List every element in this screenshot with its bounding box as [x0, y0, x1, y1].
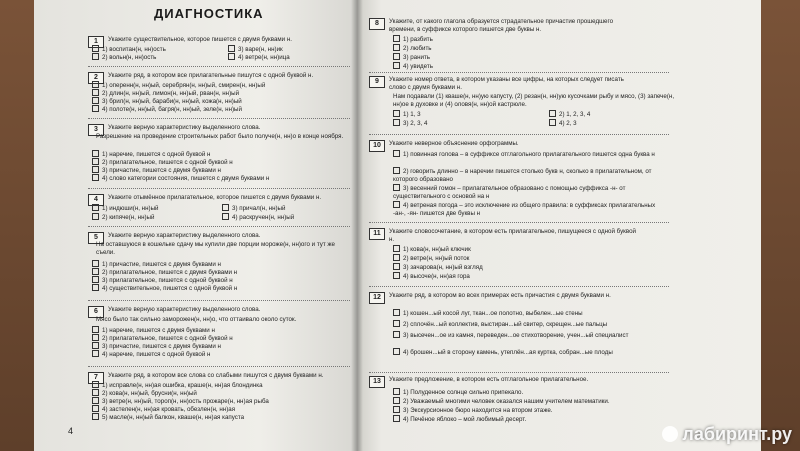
answer-option[interactable]: 3) причал(н, нн)ый [222, 204, 285, 213]
task-3 [88, 124, 350, 186]
answer-option[interactable]: 1) индюши(н, нн)ый [92, 204, 158, 213]
checkbox-icon[interactable] [222, 204, 229, 211]
checkbox-icon[interactable] [393, 119, 400, 126]
checkbox-icon[interactable] [92, 158, 99, 165]
divider [369, 72, 669, 73]
answer-option[interactable]: 4) наречие, пишется с одной буквой н [92, 350, 210, 359]
task-question: Укажите неверное объяснение орфограммы. [389, 140, 519, 147]
answer-option[interactable]: 4) высоче(н, нн)ая гора [393, 272, 470, 281]
checkbox-icon[interactable] [393, 184, 400, 191]
page-heading: ДИАГНОСТИКА [154, 6, 264, 21]
checkbox-icon[interactable] [393, 53, 400, 60]
answer-option[interactable]: 2) прилагательное, пишется с одной буквой н [92, 158, 233, 167]
checkbox-icon[interactable] [393, 35, 400, 42]
checkbox-icon[interactable] [393, 245, 400, 252]
checkbox-icon[interactable] [393, 415, 400, 422]
divider [369, 134, 669, 135]
checkbox-icon[interactable] [393, 397, 400, 404]
answer-option[interactable]: 1) 1, 3 [393, 110, 421, 119]
answer-option[interactable]: 1) повинная голова – в суффиксе отглагольного прилагательного пишется одна буква н [393, 150, 663, 159]
answer-option[interactable]: 2) прилагательное, пишется с одной буквой н [92, 334, 233, 343]
answer-option[interactable]: 2) вольн(н, нн)ость [92, 53, 156, 62]
checkbox-icon[interactable] [92, 413, 99, 420]
task-12 [369, 292, 679, 370]
answer-option[interactable]: 4) слово категории состояния, пишется с двумя буквами н [92, 174, 269, 183]
task-sentence: Разрешение на проведение строительных работ было получе(н, нн)о в конце ноября. [96, 133, 344, 140]
task-question: Укажите предложение, в котором есть отглагольное прилагательное. [389, 376, 589, 383]
task-question: Укажите ряд, в котором во всех примерах есть причастия с двумя буквами н. [389, 292, 611, 299]
checkbox-icon[interactable] [92, 97, 99, 104]
task-number: 11 [369, 228, 385, 240]
answer-option[interactable]: 1) наречие, пишется с двумя буквами н [92, 326, 215, 335]
checkbox-icon[interactable] [92, 326, 99, 333]
checkbox-icon[interactable] [92, 284, 99, 291]
task-number: 8 [369, 18, 385, 30]
answer-option[interactable]: 2) ветре(н, нн)ый поток [393, 254, 469, 263]
answer-option[interactable]: 1) наречие, пишется с одной буквой н [92, 150, 210, 159]
task-number: 7 [88, 372, 104, 384]
checkbox-icon[interactable] [393, 348, 400, 355]
checkbox-icon[interactable] [393, 62, 400, 69]
task-sentence: На оставшуюся в кошельке сдачу мы купили две порции мороже(н, нн)ого и тут же съели. [96, 241, 335, 256]
answer-option[interactable]: 4) полоте(н, нн)ый, багря(н, нн)ый, зеле(н, нн)ый [92, 105, 242, 114]
task-11 [369, 228, 679, 284]
answer-option[interactable]: 1) исправле(н, нн)ая ошибка, краше(н, нн)ая блондинка [92, 381, 263, 390]
answer-option[interactable]: 4) существительное, пишется с одной буквой н [92, 284, 237, 293]
task-5 [88, 232, 350, 300]
answer-option[interactable]: 3) весенний гомон – прилагательное образовано с помощью суффикса -н- от существительного с основой на н [393, 185, 626, 200]
left-page [34, 0, 357, 451]
task-4 [88, 194, 350, 224]
checkbox-icon[interactable] [92, 150, 99, 157]
task-number: 13 [369, 376, 385, 388]
answer-option[interactable]: 1) причастие, пишется с двумя буквами н [92, 260, 221, 269]
checkbox-icon[interactable] [92, 342, 99, 349]
checkbox-icon[interactable] [393, 167, 400, 174]
checkbox-icon[interactable] [393, 331, 400, 338]
task-sentence: Нам подавали (1) кваше(н, нн)ую капусту, (2) резан(н, нн)ую кусочками рыбу и мясо, (3) запече(н, нн)ое в духовке и (4) оловя(н, нн)ой кастрюле. [393, 93, 675, 108]
checkbox-icon[interactable] [393, 201, 400, 208]
answer-option[interactable]: 3) причастие, пишется с двумя буквами н [92, 166, 221, 175]
answer-option[interactable]: 2) кипяче(н, нн)ый [92, 213, 154, 222]
divider [369, 286, 669, 287]
task-8 [369, 18, 679, 72]
answer-option[interactable]: 1) оперенн(н, нн)ый, серебрян(н, нн)ый, смирен(н, нн)ый [92, 81, 265, 90]
checkbox-icon[interactable] [228, 53, 235, 60]
answer-option[interactable]: 4) застелен(н, нн)ая кровать, обезлен(н, нн)ая [92, 405, 235, 414]
task-1 [88, 36, 348, 66]
task-number: 1 [88, 36, 104, 48]
task-question: Укажите словосочетание, в котором есть прилагательное, пишущееся с одной буквой н. [389, 228, 636, 243]
task-question: Укажите верную характеристику выделенного слова. [108, 306, 261, 313]
checkbox-icon[interactable] [393, 309, 400, 316]
checkbox-icon[interactable] [92, 260, 99, 267]
divider [369, 372, 669, 373]
task-number: 9 [369, 76, 385, 88]
divider [88, 366, 350, 367]
watermark: лабиринт.ру [662, 424, 792, 445]
answer-option[interactable]: 1) разбить [393, 35, 433, 44]
right-page [357, 0, 761, 451]
checkbox-icon[interactable] [92, 397, 99, 404]
answer-option[interactable]: 2) говорить длинно – в наречии пишется столько букв н, сколько в прилагательном, от которого образовано [393, 168, 652, 183]
checkbox-icon[interactable] [393, 254, 400, 261]
answer-option[interactable]: 3) Экскурсионное бюро находится на втором этаже. [393, 406, 553, 415]
answer-option[interactable]: 1) Полуденное солнце сильно припекало. [393, 388, 523, 397]
checkbox-icon[interactable] [92, 405, 99, 412]
page-number: 4 [68, 426, 74, 436]
task-sentence: Мясо было так сильно заморожен(н, нн)о, что оттаивало около суток. [96, 316, 297, 323]
answer-option[interactable]: 3) зачарова(н, нн)ый взгляд [393, 263, 483, 272]
task-number: 2 [88, 72, 104, 84]
answer-option[interactable]: 3) 2, 3, 4 [393, 119, 427, 128]
checkbox-icon[interactable] [393, 263, 400, 270]
book-spine [351, 0, 363, 451]
task-question: Укажите, от какого глагола образуется страдательное причастие прошедшего времени, в суффиксе которого пишется две буквы н. [389, 18, 614, 33]
answer-option[interactable]: 2) кова(н, нн)ый, брусни(н, нн)ый [92, 389, 197, 398]
answer-option[interactable]: 4) раскручен(н, нн)ый [222, 213, 294, 222]
task-question: Укажите номер ответа, в котором указаны все цифры, на которых следует писать слово с двумя буквами н. [389, 76, 624, 91]
checkbox-icon[interactable] [228, 45, 235, 52]
answer-option[interactable]: 3) варе(н, нн)ик [228, 45, 283, 54]
answer-option[interactable]: 3) ранить [393, 53, 430, 62]
answer-option[interactable]: 2) прилагательное, пишется с двумя буквами н [92, 268, 237, 277]
answer-option[interactable]: 4) ветре(н, нн)ица [228, 53, 290, 62]
checkbox-icon[interactable] [393, 272, 400, 279]
checkbox-icon[interactable] [92, 213, 99, 220]
checkbox-icon[interactable] [92, 105, 99, 112]
task-question: Укажите ряд, в котором все прилагательные пишутся с одной буквой н. [108, 72, 314, 79]
answer-option[interactable]: 3) причастие, пишется с двумя буквами н [92, 342, 221, 351]
divider [88, 300, 350, 301]
answer-option[interactable]: 2) длин(н, нн)ый, лимон(н, нн)ый, рван(н, нн)ый [92, 89, 239, 98]
task-9 [369, 76, 679, 134]
divider [369, 222, 669, 223]
answer-option[interactable]: 4) Печёное яблоко – мой любимый десерт. [393, 415, 526, 424]
answer-option[interactable]: 3) высечен...ое из камня, переведен...ое стихотворение, учен...ый специалист [393, 331, 663, 340]
checkbox-icon[interactable] [549, 119, 556, 126]
task-6 [88, 306, 350, 368]
divider [88, 226, 350, 227]
task-question: Укажите отымённое прилагательное, которое пишется с двумя буквами н. [108, 194, 322, 201]
answer-option[interactable]: 5) масле(н, нн)ый балкон, кваше(н, нн)ая капуста [92, 413, 244, 422]
answer-option[interactable]: 1) кова(н, нн)ый ключик [393, 245, 471, 254]
checkbox-icon[interactable] [92, 204, 99, 211]
checkbox-icon[interactable] [92, 334, 99, 341]
checkbox-icon[interactable] [92, 381, 99, 388]
checkbox-icon[interactable] [92, 45, 99, 52]
checkbox-icon[interactable] [92, 53, 99, 60]
checkbox-icon[interactable] [92, 268, 99, 275]
answer-option[interactable]: 4) брошен...ый в сторону камень, утеплён...ая куртка, собран...ые плоды [393, 348, 663, 357]
checkbox-icon[interactable] [393, 44, 400, 51]
task-question: Укажите верную характеристику выделенного слова. [108, 124, 261, 131]
checkbox-icon[interactable] [92, 350, 99, 357]
task-number: 5 [88, 232, 104, 244]
task-number: 6 [88, 306, 104, 318]
answer-option[interactable]: 4) увидеть [393, 62, 433, 71]
answer-option[interactable]: 4) ветреная погода – это исключение из общего правила: в суффиксах прилагательных -ан-, -ян- пишется две буквы н [393, 202, 656, 217]
checkbox-icon[interactable] [393, 388, 400, 395]
answer-option[interactable]: 4) 2, 3 [549, 119, 577, 128]
task-question: Укажите ряд, в котором все слова со слабыми пишутся с двумя буквами н. [108, 372, 324, 379]
task-number: 12 [369, 292, 385, 304]
checkbox-icon[interactable] [92, 276, 99, 283]
divider [88, 66, 350, 67]
task-question: Укажите верную характеристику выделенного слова. [108, 232, 261, 239]
checkbox-icon[interactable] [393, 150, 400, 157]
answer-option[interactable]: 3) брил(н, нн)ый, бараби(н, нн)ый, кожа(н, нн)ый [92, 97, 242, 106]
task-number: 3 [88, 124, 104, 136]
checkbox-icon[interactable] [549, 110, 556, 117]
answer-option[interactable]: 1) воспитан(н, нн)ость [92, 45, 166, 54]
checkbox-icon[interactable] [92, 166, 99, 173]
checkbox-icon[interactable] [92, 89, 99, 96]
checkbox-icon[interactable] [222, 213, 229, 220]
divider [88, 188, 350, 189]
checkbox-icon[interactable] [393, 110, 400, 117]
labirint-logo-icon [662, 426, 678, 442]
task-13 [369, 376, 679, 436]
task-number: 4 [88, 194, 104, 206]
task-question: Укажите существительное, которое пишется с двумя буквами н. [108, 36, 292, 43]
answer-option[interactable]: 2) Уважаемый многими человек оказался нашим учителем математики. [393, 397, 610, 406]
answer-option[interactable]: 1) кошен...ый косой луг, ткан...ое полотно, выбелен...ые стены [393, 309, 583, 318]
answer-option[interactable]: 3) ветре(н, нн)ый, тороп(н, нн)ость прожаре(н, нн)ая рыба [92, 397, 269, 406]
checkbox-icon[interactable] [393, 406, 400, 413]
answer-option[interactable]: 2) сплочён...ый коллектив, выстиран...ый свитер, скрещен...ые пальцы [393, 320, 607, 329]
checkbox-icon[interactable] [92, 174, 99, 181]
task-number: 10 [369, 140, 385, 152]
task-10 [369, 140, 679, 222]
checkbox-icon[interactable] [92, 81, 99, 88]
task-7 [88, 372, 350, 432]
checkbox-icon[interactable] [92, 389, 99, 396]
answer-option[interactable]: 2) любить [393, 44, 432, 53]
checkbox-icon[interactable] [393, 320, 400, 327]
task-2 [88, 72, 350, 120]
divider [88, 118, 350, 119]
answer-option[interactable]: 2) 1, 2, 3, 4 [549, 110, 590, 119]
answer-option[interactable]: 3) прилагательное, пишется с одной буквой н [92, 276, 233, 285]
